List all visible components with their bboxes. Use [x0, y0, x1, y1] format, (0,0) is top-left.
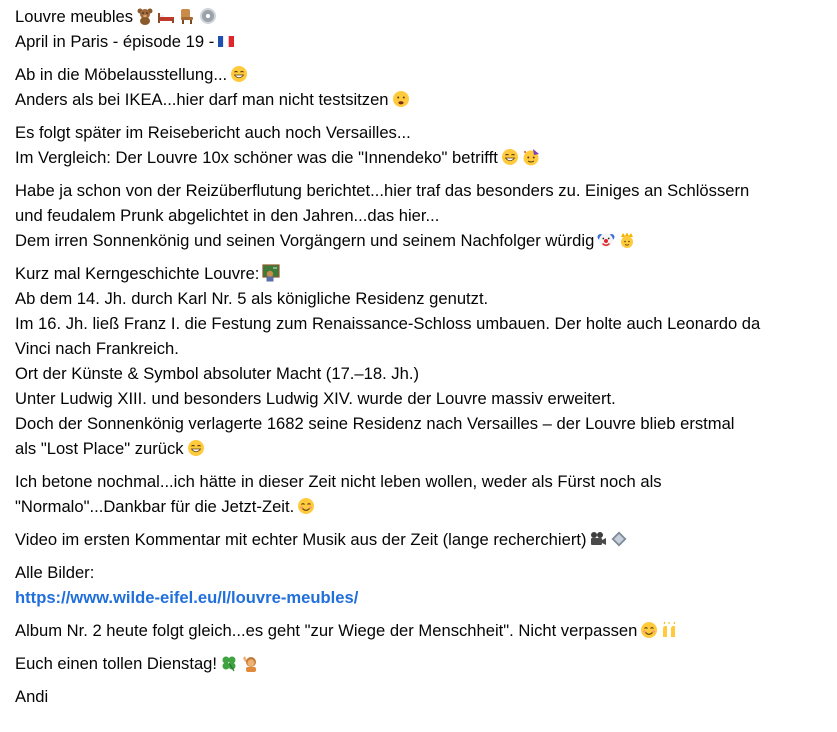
line-text: Habe ja schon von der Reizüberflutung berichtet...hier traf das besonders zu. Einiges an Schlössern	[15, 181, 750, 200]
text-line	[15, 261, 837, 286]
text-line	[15, 651, 837, 676]
partying-face-emoji	[522, 148, 540, 166]
text-line	[15, 120, 837, 145]
line-text: Doch der Sonnenkönig verlagerte 1682 seine Residenz nach Versailles – der Louvre blieb erstmal	[15, 414, 735, 433]
bed-emoji	[157, 7, 175, 25]
text-line	[15, 361, 837, 386]
text-line	[15, 684, 837, 709]
text-line	[15, 145, 837, 170]
line-text: Im 16. Jh. ließ Franz I. die Festung zum Renaissance-Schloss umbauen. Der holte auch Leonardo da	[15, 314, 761, 333]
clown-face-emoji	[597, 231, 615, 249]
line-text: Kurz mal Kerngeschichte Louvre:	[15, 264, 260, 283]
text-line	[15, 386, 837, 411]
teacher-emoji	[262, 264, 280, 282]
prince-emoji	[618, 231, 636, 249]
paragraph	[15, 62, 837, 112]
text-line	[15, 585, 837, 610]
line-text: "Normalo"...Dankbar für die Jetzt-Zeit.	[15, 497, 295, 516]
paragraph	[15, 469, 837, 519]
line-text: Ab dem 14. Jh. durch Karl Nr. 5 als königliche Residenz genutzt.	[15, 289, 489, 308]
grinning-face-emoji	[187, 439, 205, 457]
raising-hand-emoji	[241, 654, 259, 672]
line-text: Es folgt später im Reisebericht auch noch Versailles...	[15, 123, 411, 142]
line-text: Alle Bilder:	[15, 563, 95, 582]
album-link[interactable]: https://www.wilde-eifel.eu/l/louvre-meubles/	[15, 588, 359, 607]
line-text: Euch einen tollen Dienstag!	[15, 654, 218, 673]
disc-emoji	[199, 7, 217, 25]
smiling-face-emoji	[297, 497, 315, 515]
text-line	[15, 228, 837, 253]
line-text: und feudalem Prunk abgelichtet in den Jahren...das hier...	[15, 206, 440, 225]
raised-hands-emoji	[661, 621, 679, 639]
paragraph	[15, 618, 837, 643]
paragraph	[15, 120, 837, 170]
paragraph	[15, 684, 837, 709]
line-text: Video im ersten Kommentar mit echter Musik aus der Zeit (lange recherchiert)	[15, 530, 587, 549]
line-text: Ort der Künste & Symbol absoluter Macht (17.–18. Jh.)	[15, 364, 419, 383]
smiling-face-emoji	[640, 621, 658, 639]
text-line	[15, 436, 837, 461]
movie-camera-emoji	[589, 530, 607, 548]
text-line	[15, 178, 837, 203]
paragraph	[15, 4, 837, 54]
line-text: Ab in die Möbelausstellung...	[15, 65, 228, 84]
line-text: Dem irren Sonnenkönig und seinen Vorgängern und seinem Nachfolger würdig	[15, 231, 595, 250]
text-line	[15, 286, 837, 311]
text-line	[15, 494, 837, 519]
line-text: Louvre meubles	[15, 7, 134, 26]
line-text: Andi	[15, 687, 49, 706]
line-text: Anders als bei IKEA...hier darf man nicht testsitzen	[15, 90, 389, 109]
grinning-face-emoji	[501, 148, 519, 166]
sad-face-emoji	[392, 90, 410, 108]
line-text: als "Lost Place" zurück	[15, 439, 184, 458]
teddy-bear-emoji	[136, 7, 154, 25]
text-line	[15, 560, 837, 585]
text-line	[15, 469, 837, 494]
text-line	[15, 311, 837, 336]
text-line	[15, 618, 837, 643]
text-line	[15, 336, 837, 361]
line-text: Ich betone nochmal...ich hätte in dieser Zeit nicht leben wollen, weder als Fürst noch als	[15, 472, 662, 491]
paragraph	[15, 560, 837, 610]
diamond-emoji	[610, 530, 628, 548]
text-line	[15, 29, 837, 54]
text-line	[15, 87, 837, 112]
text-line	[15, 411, 837, 436]
france-flag-emoji	[217, 32, 235, 50]
line-text: Album Nr. 2 heute folgt gleich...es geht "zur Wiege der Menschheit". Nicht verpassen	[15, 621, 638, 640]
paragraph	[15, 651, 837, 676]
paragraph	[15, 527, 837, 552]
line-text: Im Vergleich: Der Louvre 10x schöner was die "Innendeko" betrifft	[15, 148, 498, 167]
paragraph	[15, 261, 837, 461]
text-line	[15, 4, 837, 29]
paragraph	[15, 178, 837, 253]
chair-emoji	[178, 7, 196, 25]
four-leaf-clover-emoji	[220, 654, 238, 672]
text-line	[15, 203, 837, 228]
line-text: April in Paris - épisode 19 -	[15, 32, 215, 51]
line-text: Unter Ludwig XIII. und besonders Ludwig XIV. wurde der Louvre massiv erweitert.	[15, 389, 616, 408]
text-line	[15, 62, 837, 87]
text-line	[15, 527, 837, 552]
line-text: Vinci nach Frankreich.	[15, 339, 179, 358]
grinning-face-emoji	[230, 65, 248, 83]
